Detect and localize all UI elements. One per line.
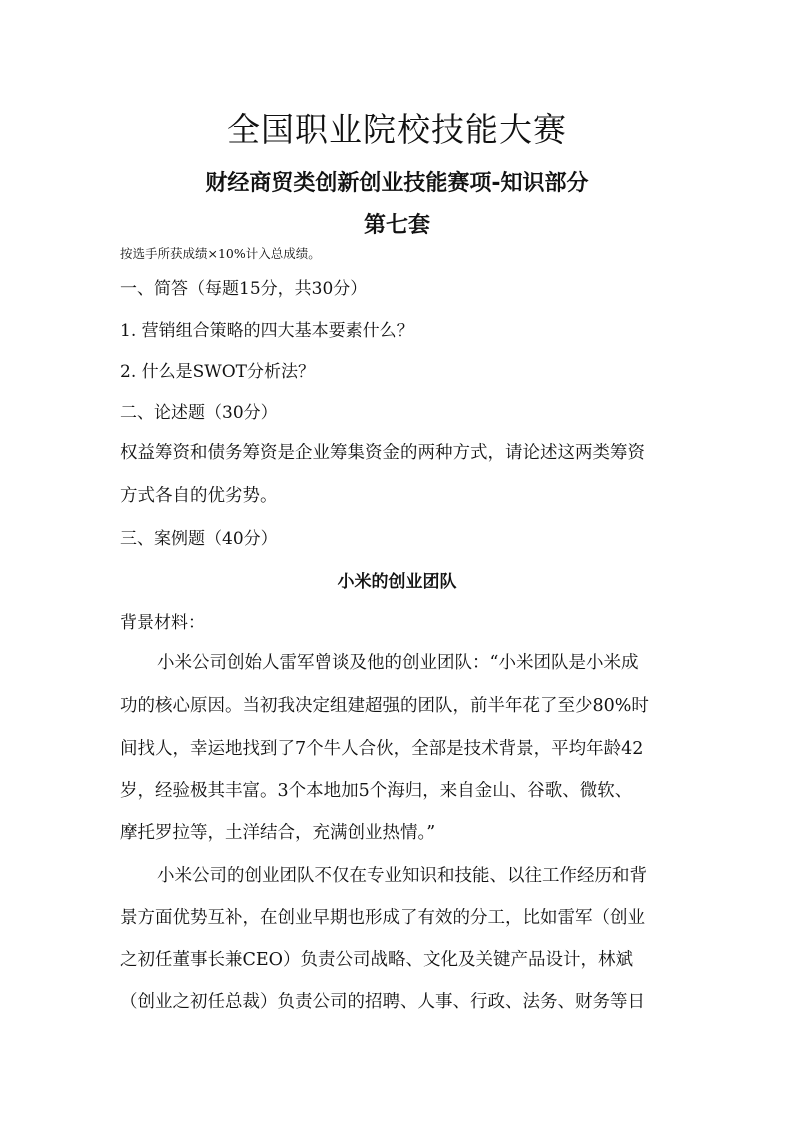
score-note: 按选手所获成绩×10%计入总成绩。	[120, 246, 321, 261]
case-para1-line: 小米公司创始人雷军曾谈及他的创业团队：“小米团队是小米成	[157, 653, 639, 673]
essay-line: 方式各自的优劣势。	[120, 486, 278, 506]
background-label: 背景材料：	[120, 613, 205, 633]
essay-line: 权益筹资和债务筹资是企业筹集资金的两种方式，请论述这两类筹资	[120, 443, 645, 463]
section2-heading: 二、论述题（30分）	[120, 403, 278, 423]
document-title: 全国职业院校技能大赛	[227, 110, 567, 149]
case-para2-line: 景方面优势互补，在创业早期也形成了有效的分工，比如雷军（创业	[120, 908, 645, 928]
case-para1-line: 间找人，幸运地找到了7个牛人合伙，全部是技术背景，平均年龄42	[120, 739, 644, 759]
section3-heading: 三、案例题（40分）	[120, 529, 278, 549]
question-1: 1. 营销组合策略的四大基本要素什么？	[120, 321, 414, 341]
case-para1-line: 岁，经验极其丰富。3个本地加5个海归，来自金山、谷歌、微软、	[120, 781, 633, 801]
question-2: 2. 什么是SWOT分析法？	[120, 362, 316, 382]
document-subtitle: 财经商贸类创新创业技能赛项-知识部分	[205, 171, 589, 196]
case-para2-line: （创业之初任总裁）负责公司的招聘、人事、行政、法务、财务等日	[120, 992, 645, 1012]
case-title: 小米的创业团队	[337, 572, 457, 592]
section1-heading: 一、简答（每题15分，共30分）	[120, 279, 368, 299]
set-label: 第七套	[363, 213, 430, 238]
case-para2-line: 小米公司的创业团队不仅在专业知识和技能、以往工作经历和背	[157, 866, 647, 886]
case-para1-line: 摩托罗拉等，土洋结合，充满创业热情。”	[120, 823, 436, 843]
case-para2-line: 之初任董事长兼CEO）负责公司战略、文化及关键产品设计，林斌	[120, 950, 634, 970]
case-para1-line: 功的核心原因。当初我决定组建超强的团队，前半年花了至少80%时	[120, 696, 649, 716]
